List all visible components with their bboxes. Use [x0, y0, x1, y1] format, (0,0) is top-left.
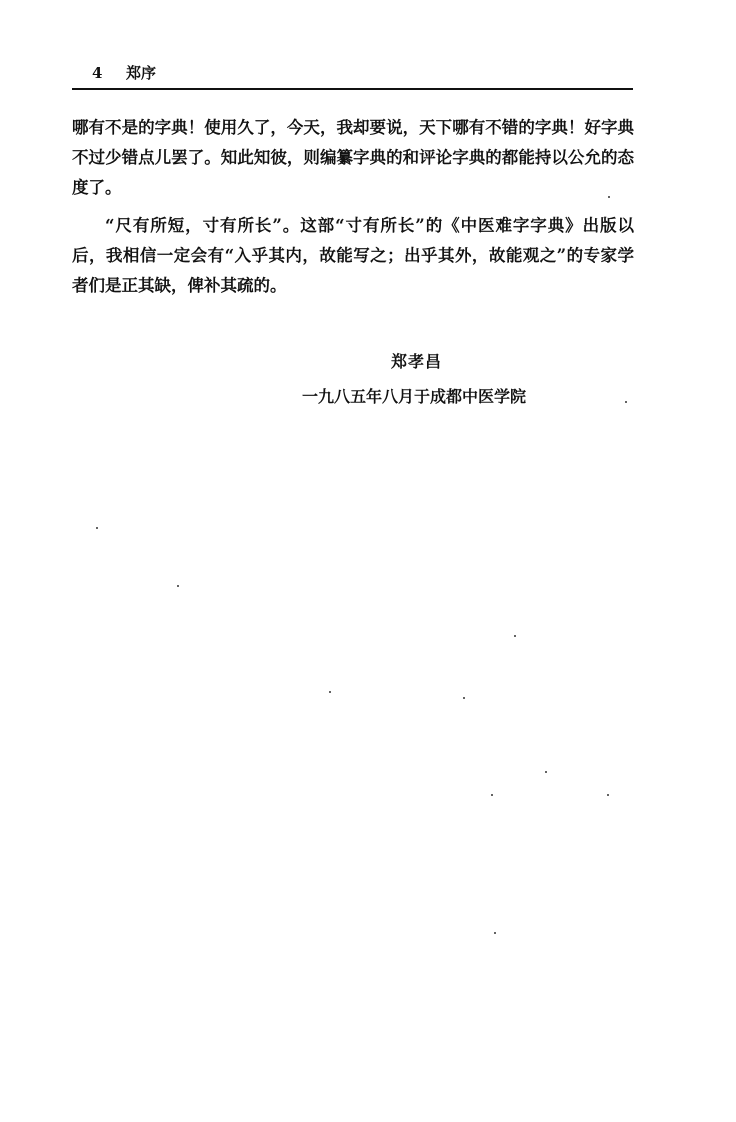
body-text: [72, 113, 634, 309]
scan-speck: [177, 585, 179, 587]
header-rule: [72, 88, 633, 90]
scan-speck: [96, 527, 98, 529]
scan-speck: [514, 635, 516, 637]
dateline: 一九八五年八月于成都中医学院: [302, 387, 527, 406]
paragraph-2: “尺有所短，寸有所长”。这部“寸有所长”的《中医难字字典》出版以后，我相信一定会有“入乎其内，故能写之；出乎其外，故能观之”的专家学者们是正其缺，俾补其疏的。: [72, 216, 634, 295]
scan-speck: [329, 691, 331, 693]
author-signature: 郑孝昌: [391, 352, 443, 371]
scan-speck: [608, 196, 610, 198]
running-head: [92, 62, 156, 83]
scan-speck: [463, 697, 465, 699]
scan-speck: [607, 794, 609, 796]
scan-speck: [491, 794, 493, 796]
page-header-title: 郑序: [126, 64, 157, 82]
scan-speck: [494, 932, 496, 934]
page-number: 4: [92, 64, 103, 82]
scan-speck: [545, 771, 547, 773]
paragraph-1: 哪有不是的字典！使用久了，今天，我却要说，天下哪有不错的字典！好字典不过少错点儿罢了。知此知彼，则编纂字典的和评论字典的都能持以公允的态度了。: [72, 118, 634, 197]
scan-speck: [625, 401, 627, 403]
